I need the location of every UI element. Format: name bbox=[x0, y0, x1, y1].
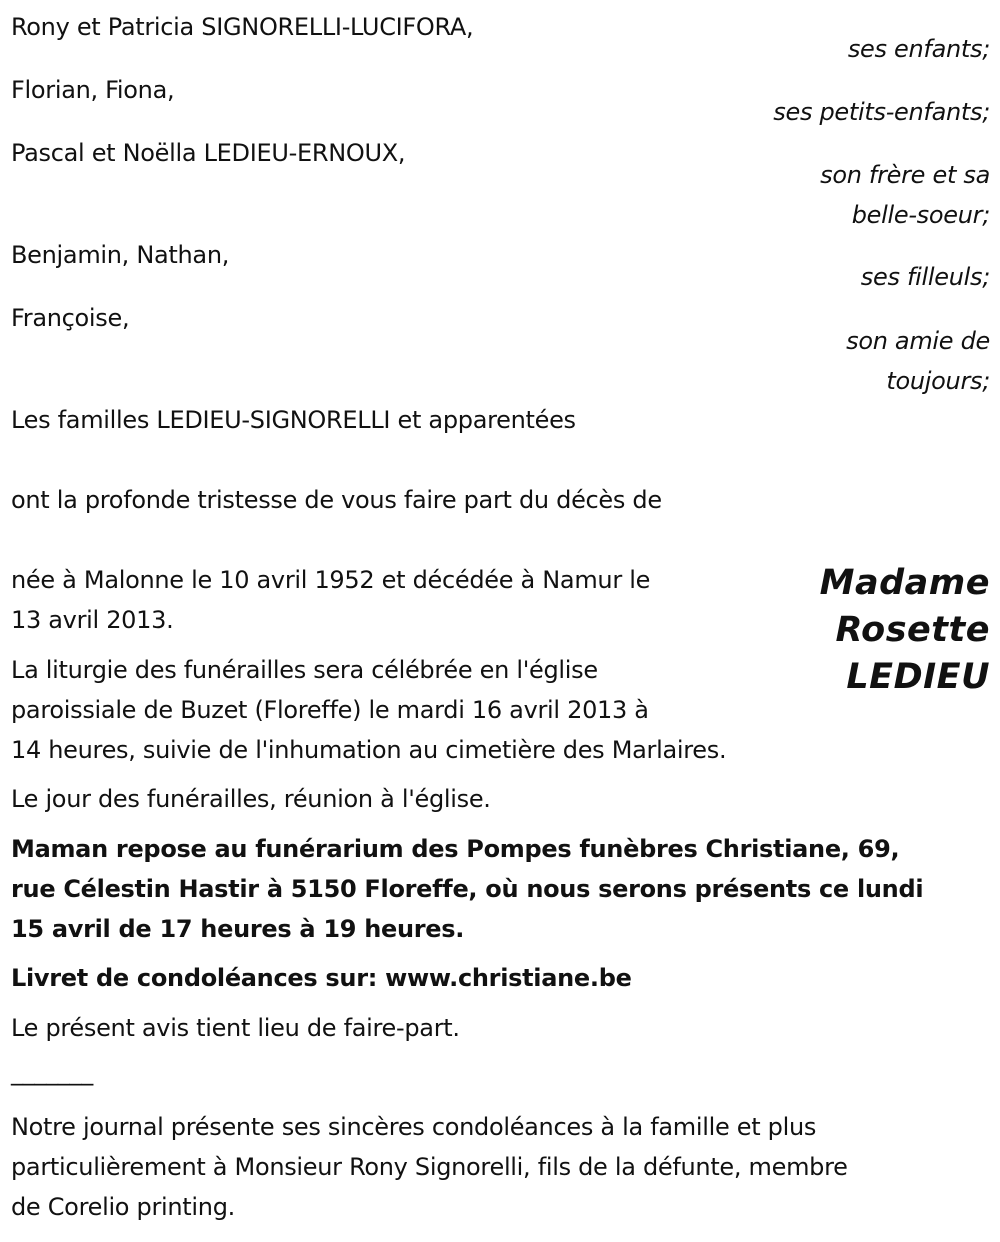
journal-note-line2: particulièrement à Monsieur Rony Signorelli, fils de la défunte, membre bbox=[11, 1153, 848, 1181]
liturgy-line3: 14 heures, suivie de l'inhumation au cimetière des Marlaires. bbox=[11, 736, 727, 764]
deceased-name bbox=[820, 560, 990, 701]
liturgy-line2: paroissiale de Buzet (Floreffe) le mardi 16 avril 2013 à bbox=[11, 696, 649, 724]
family-names-friend: Françoise, bbox=[11, 304, 130, 332]
funerarium-line3: 15 avril de 17 heures à 19 heures. bbox=[11, 915, 465, 943]
families-line: Les familles LEDIEU-SIGNORELLI et apparentées bbox=[11, 406, 576, 434]
deceased-last-name: LEDIEU bbox=[846, 657, 990, 697]
journal-note-line3: de Corelio printing. bbox=[11, 1193, 235, 1221]
birth-death-line2: 13 avril 2013. bbox=[11, 606, 174, 634]
relation-children: ses enfants; bbox=[847, 35, 990, 63]
relation-friend-line1: son amie de bbox=[846, 327, 990, 355]
deceased-title: Madame bbox=[819, 563, 990, 603]
reunion-text: Le jour des funérailles, réunion à l'église. bbox=[11, 785, 491, 813]
notice-text: Le présent avis tient lieu de faire-part. bbox=[11, 1014, 460, 1042]
birth-death-line1: née à Malonne le 10 avril 1952 et décédée à Namur le bbox=[11, 566, 651, 594]
family-names-children: Rony et Patricia SIGNORELLI-LUCIFORA, bbox=[11, 13, 474, 41]
relation-godchildren: ses filleuls; bbox=[860, 263, 990, 291]
liturgy-line1: La liturgie des funérailles sera célébrée en l'église bbox=[11, 656, 598, 684]
deceased-first-name: Rosette bbox=[835, 610, 990, 650]
relation-grandchildren: ses petits-enfants; bbox=[773, 98, 990, 126]
separator: _______ bbox=[11, 1058, 93, 1086]
relation-sibling-line1: son frère et sa bbox=[820, 161, 990, 189]
family-names-godchildren: Benjamin, Nathan, bbox=[11, 241, 230, 269]
family-names-grandchildren: Florian, Fiona, bbox=[11, 76, 175, 104]
announcement: ont la profonde tristesse de vous faire part du décès de bbox=[11, 486, 662, 514]
condolences-book: Livret de condoléances sur: www.christiane.be bbox=[11, 964, 632, 992]
funerarium-line2: rue Célestin Hastir à 5150 Floreffe, où nous serons présents ce lundi bbox=[11, 875, 924, 903]
relation-sibling-line2: belle-soeur; bbox=[851, 201, 990, 229]
funerarium-line1: Maman repose au funérarium des Pompes funèbres Christiane, 69, bbox=[11, 835, 900, 863]
relation-friend-line2: toujours; bbox=[886, 367, 990, 395]
family-names-sibling: Pascal et Noëlla LEDIEU-ERNOUX, bbox=[11, 139, 406, 167]
journal-note-line1: Notre journal présente ses sincères condoléances à la famille et plus bbox=[11, 1113, 817, 1141]
